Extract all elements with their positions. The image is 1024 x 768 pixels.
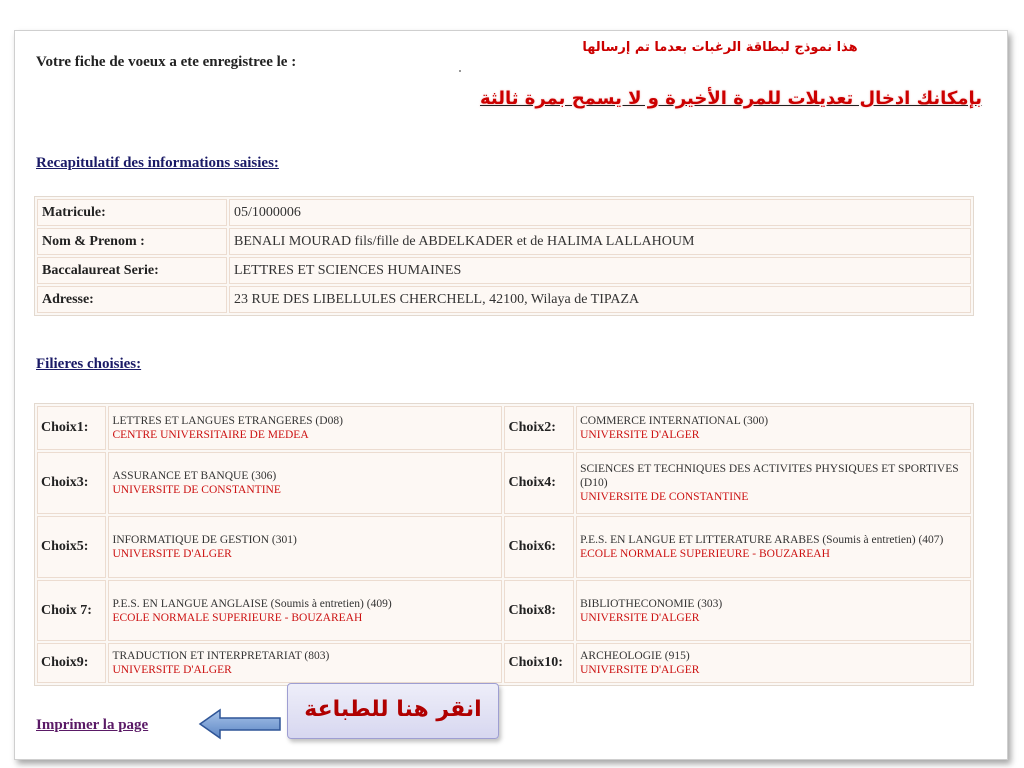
page-title: Votre fiche de voeux a ete enregistree le :	[36, 54, 297, 70]
choice-cell	[576, 406, 971, 450]
table-row	[37, 580, 971, 641]
arabic-note: هذا نموذج لبطاقة الرغبات بعدما تم إرسالها	[582, 40, 858, 55]
choice-program: COMMERCE INTERNATIONAL (300)	[580, 415, 769, 427]
choice-label: Choix4:	[504, 452, 574, 514]
choice-institution: ECOLE NORMALE SUPERIEURE - BOUZAREAH	[112, 611, 363, 624]
choice-institution: UNIVERSITE D'ALGER	[580, 664, 700, 676]
choice-program: ASSURANCE ET BANQUE (306)	[112, 470, 277, 482]
choice-institution: UNIVERSITE D'ALGER	[112, 664, 232, 676]
choice-cell	[576, 643, 971, 683]
table-row	[37, 257, 971, 284]
choice-institution: UNIVERSITE DE CONSTANTINE	[580, 491, 749, 503]
choice-institution: UNIVERSITE D'ALGER	[112, 548, 232, 560]
row-value: 23 RUE DES LIBELLULES CHERCHELL, 42100, Wilaya de TIPAZA	[229, 286, 971, 313]
table-row	[37, 516, 971, 578]
table-row	[37, 452, 971, 514]
table-row	[37, 228, 971, 255]
arabic-warning: بإمكانك ادخال تعديلات للمرة الأخيرة و لا يسمح بمرة ثالثة	[479, 88, 982, 109]
choice-cell	[108, 516, 502, 578]
decorative-dot	[459, 70, 461, 72]
choice-institution: UNIVERSITE D'ALGER	[580, 611, 700, 624]
choice-cell	[108, 406, 502, 450]
table-row	[37, 406, 971, 450]
choice-program: P.E.S. EN LANGUE ANGLAISE (Soumis à entretien) (409)	[112, 597, 392, 610]
choice-cell	[108, 643, 502, 683]
choice-cell	[576, 516, 971, 578]
left-arrow-icon	[198, 706, 282, 742]
choice-label: Choix10:	[504, 643, 574, 683]
recap-heading: Recapitulatif des informations saisies:	[36, 155, 279, 171]
choice-cell	[576, 452, 971, 514]
print-callout: انقر هنا للطباعة	[287, 683, 499, 739]
table-row	[37, 643, 971, 683]
choice-label: Choix5:	[37, 516, 106, 578]
choice-program: BIBLIOTHECONOMIE (303)	[580, 597, 723, 610]
row-label: Adresse:	[37, 286, 227, 313]
choice-program: ARCHEOLOGIE (915)	[580, 650, 690, 662]
filieres-heading: Filieres choisies:	[36, 356, 142, 372]
choice-cell	[576, 580, 971, 641]
choice-label: Choix 7:	[37, 580, 106, 641]
choice-institution: UNIVERSITE DE CONSTANTINE	[112, 484, 281, 496]
choice-program: SCIENCES ET TECHNIQUES DES ACTIVITES PHYSIQUES ET SPORTIVES (D10)	[580, 463, 959, 489]
row-label: Baccalaureat Serie:	[37, 257, 227, 284]
row-label: Matricule:	[37, 199, 227, 226]
choice-label: Choix3:	[37, 452, 106, 514]
choice-label: Choix9:	[37, 643, 106, 683]
table-row	[37, 199, 971, 226]
table-row	[37, 286, 971, 313]
choices-table	[34, 403, 974, 686]
choice-label: Choix6:	[504, 516, 574, 578]
choice-label: Choix8:	[504, 580, 574, 641]
choice-program: LETTRES ET LANGUES ETRANGERES (D08)	[112, 415, 343, 427]
row-value: 05/1000006	[229, 199, 971, 226]
row-value: BENALI MOURAD fils/fille de ABDELKADER et de HALIMA LALLAHOUM	[229, 228, 971, 255]
print-link[interactable]: Imprimer la page	[36, 717, 149, 733]
choice-institution: CENTRE UNIVERSITAIRE DE MEDEA	[112, 429, 309, 441]
recap-table	[34, 196, 974, 316]
choice-institution: UNIVERSITE D'ALGER	[580, 429, 700, 441]
choice-program: TRADUCTION ET INTERPRETARIAT (803)	[112, 650, 330, 662]
choice-program: INFORMATIQUE DE GESTION (301)	[112, 534, 297, 546]
choice-program: P.E.S. EN LANGUE ET LITTERATURE ARABES (Soumis à entretien) (407)	[580, 534, 944, 546]
row-label: Nom & Prenom :	[37, 228, 227, 255]
choice-label: Choix2:	[504, 406, 574, 450]
row-value: LETTRES ET SCIENCES HUMAINES	[229, 257, 971, 284]
choice-label: Choix1:	[37, 406, 106, 450]
choice-institution: ECOLE NORMALE SUPERIEURE - BOUZAREAH	[580, 548, 830, 560]
choice-cell	[108, 580, 502, 641]
choice-cell	[108, 452, 502, 514]
